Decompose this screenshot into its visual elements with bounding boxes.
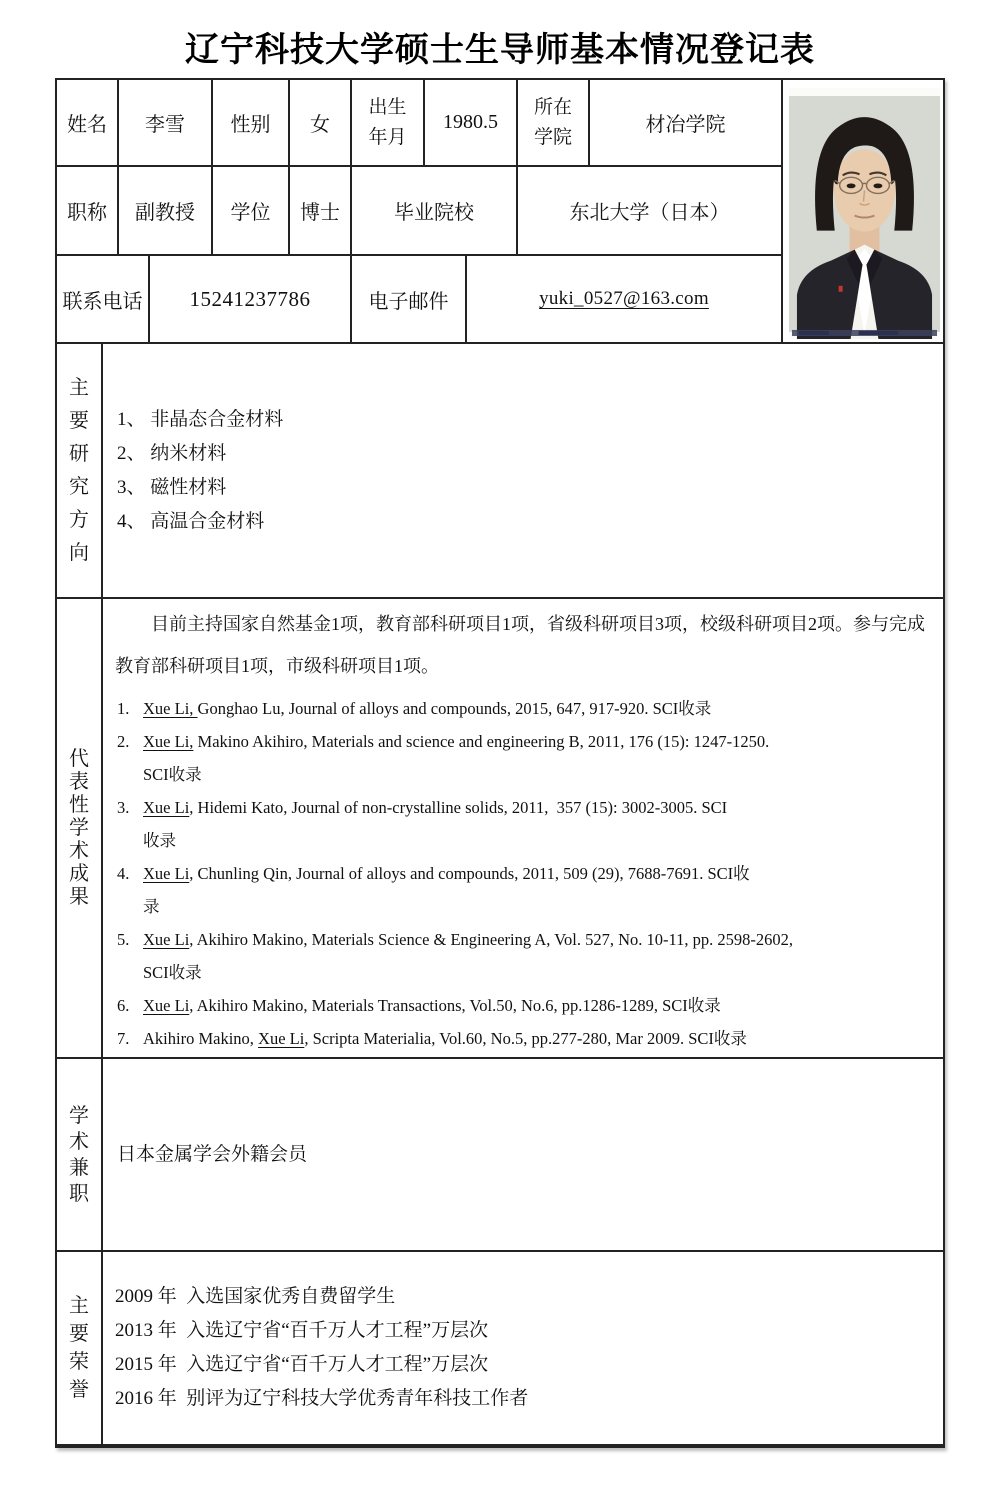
publication-text: Xue Li, Gonghao Lu, Journal of alloys and compounds, 2015, 647, 917-920. SCI收录 (143, 699, 712, 718)
college-label: 所在学院 (518, 80, 590, 167)
projects-summary-line: 教育部科研项目1项，市级科研项目1项。 (115, 656, 439, 676)
underlined-author: Xue Li, (143, 732, 194, 751)
graduate-school-label: 毕业院校 (352, 167, 518, 256)
academic-positions-label-cell (57, 1059, 103, 1252)
academic-positions-section (57, 1059, 943, 1252)
table-row (57, 80, 783, 167)
publication-text: 收录 (143, 831, 176, 850)
research-direction-item: 1、 非晶态合金材料 (117, 408, 284, 430)
phone-value: 15241237786 (150, 256, 352, 344)
publications-list (115, 692, 931, 1055)
publication-line (115, 923, 931, 956)
professional-title-label: 职称 (57, 167, 119, 256)
publication-line (115, 824, 931, 857)
portrait-photo (789, 88, 940, 339)
research-directions-label-cell (57, 344, 103, 599)
publication-number: 4. (117, 864, 130, 883)
honors-label-cell (57, 1252, 103, 1444)
honor-item: 2013 年 入选辽宁省“百千万人才工程”万层次 (115, 1320, 489, 1341)
publication-number: 5. (117, 930, 130, 949)
honors-list (103, 1252, 943, 1444)
name-label: 姓名 (57, 80, 119, 167)
publication-text: 录 (143, 897, 160, 916)
publication-number: 1. (117, 699, 130, 718)
academic-positions-list (103, 1059, 943, 1252)
position-item: 日本金属学会外籍会员 (117, 1143, 308, 1165)
publication-text: Xue Li, Makino Akihiro, Materials and science and engineering B, 2011, 176 (15): 1247-1250. (143, 732, 770, 751)
college-value: 材冶学院 (590, 80, 783, 167)
publication-number: 3. (117, 798, 130, 817)
underlined-author: Xue Li (143, 996, 190, 1015)
graduate-school-value: 东北大学（日本） (518, 167, 783, 256)
research-directions-label: 主要研究方向 (69, 376, 89, 564)
achievements-content (103, 599, 943, 1059)
projects-summary-line: 目前主持国家自然基金1项，教育部科研项目1项，省级科研项目3项，校级科研项目2项。参与完成 (151, 614, 925, 634)
publication-text: Xue Li, Hidemi Kato, Journal of non-crystalline solids, 2011, 357 (15): 3002-3005. SCI (143, 798, 728, 817)
birth-value: 1980.5 (425, 80, 518, 167)
publication-line (115, 791, 931, 824)
gender-value: 女 (290, 80, 352, 167)
publication-text: Xue Li, Akihiro Makino, Materials Transactions, Vol.50, No.6, pp.1286-1289, SCI收录 (143, 996, 721, 1015)
degree-label: 学位 (213, 167, 290, 256)
publication-line (115, 725, 931, 758)
underlined-author: Xue Li (143, 864, 190, 883)
publication-number: 7. (117, 1029, 130, 1048)
underlined-author: Xue Li (143, 930, 190, 949)
gender-label: 性别 (213, 80, 290, 167)
phone-label: 联系电话 (57, 256, 150, 344)
achievements-section (57, 599, 943, 1059)
publication-number: 2. (117, 732, 130, 751)
publication-text: Xue Li, Akihiro Makino, Materials Science & Engineering A, Vol. 527, No. 10-11, pp. 2598-2602, (143, 930, 793, 949)
publication-number: 6. (117, 996, 130, 1015)
publication-line (115, 890, 931, 923)
table-row (57, 256, 783, 344)
email-label: 电子邮件 (352, 256, 467, 344)
basic-info-grid (57, 80, 783, 344)
research-direction-item: 4、 高温合金材料 (117, 510, 265, 532)
publication-text: SCI收录 (143, 963, 202, 982)
professional-title-value: 副教授 (119, 167, 213, 256)
research-direction-item: 2、 纳米材料 (117, 442, 227, 464)
registration-table (55, 78, 945, 1448)
publication-number (117, 890, 143, 923)
projects-summary (115, 603, 931, 687)
publication-number (117, 956, 143, 989)
achievements-label: 代表性学术成果 (69, 747, 89, 908)
basic-info-block (57, 80, 943, 344)
publication-line (115, 989, 931, 1022)
publication-number (117, 824, 143, 857)
publication-line (115, 956, 931, 989)
research-direction-item: 3、 磁性材料 (117, 476, 227, 498)
photo-cell (783, 80, 943, 344)
publication-line (115, 857, 931, 890)
honors-section (57, 1252, 943, 1444)
underlined-author: Xue Li (258, 1029, 305, 1048)
research-directions-section (57, 344, 943, 599)
publication-number (117, 758, 143, 791)
email-value: yuki_0527@163.com (467, 256, 783, 344)
honor-item: 2015 年 入选辽宁省“百千万人才工程”万层次 (115, 1354, 489, 1375)
publication-line (115, 758, 931, 791)
honor-item: 2016 年 别评为辽宁科技大学优秀青年科技工作者 (115, 1388, 529, 1409)
birth-label: 出生年月 (352, 80, 425, 167)
page-title: 辽宁科技大学硕士生导师基本情况登记表 (185, 32, 815, 69)
publication-line (115, 692, 931, 725)
honor-item: 2009 年 入选国家优秀自费留学生 (115, 1286, 396, 1307)
underlined-author: Xue Li, (143, 699, 198, 718)
underlined-author: Xue Li (143, 798, 190, 817)
table-row (57, 167, 783, 256)
honors-label: 主要荣誉 (69, 1295, 89, 1401)
name-value: 李雪 (119, 80, 213, 167)
academic-positions-label: 学术兼职 (69, 1104, 89, 1205)
degree-value: 博士 (290, 167, 352, 256)
publication-text: Xue Li, Chunling Qin, Journal of alloys and compounds, 2011, 509 (29), 7688-7691. SCI收 (143, 864, 750, 883)
publication-line (115, 1022, 931, 1055)
research-directions-list (103, 344, 943, 599)
publication-text: Akihiro Makino, Xue Li, Scripta Materialia, Vol.60, No.5, pp.277-280, Mar 2009. SCI收录 (143, 1029, 747, 1048)
achievements-label-cell (57, 599, 103, 1059)
publication-text: SCI收录 (143, 765, 202, 784)
